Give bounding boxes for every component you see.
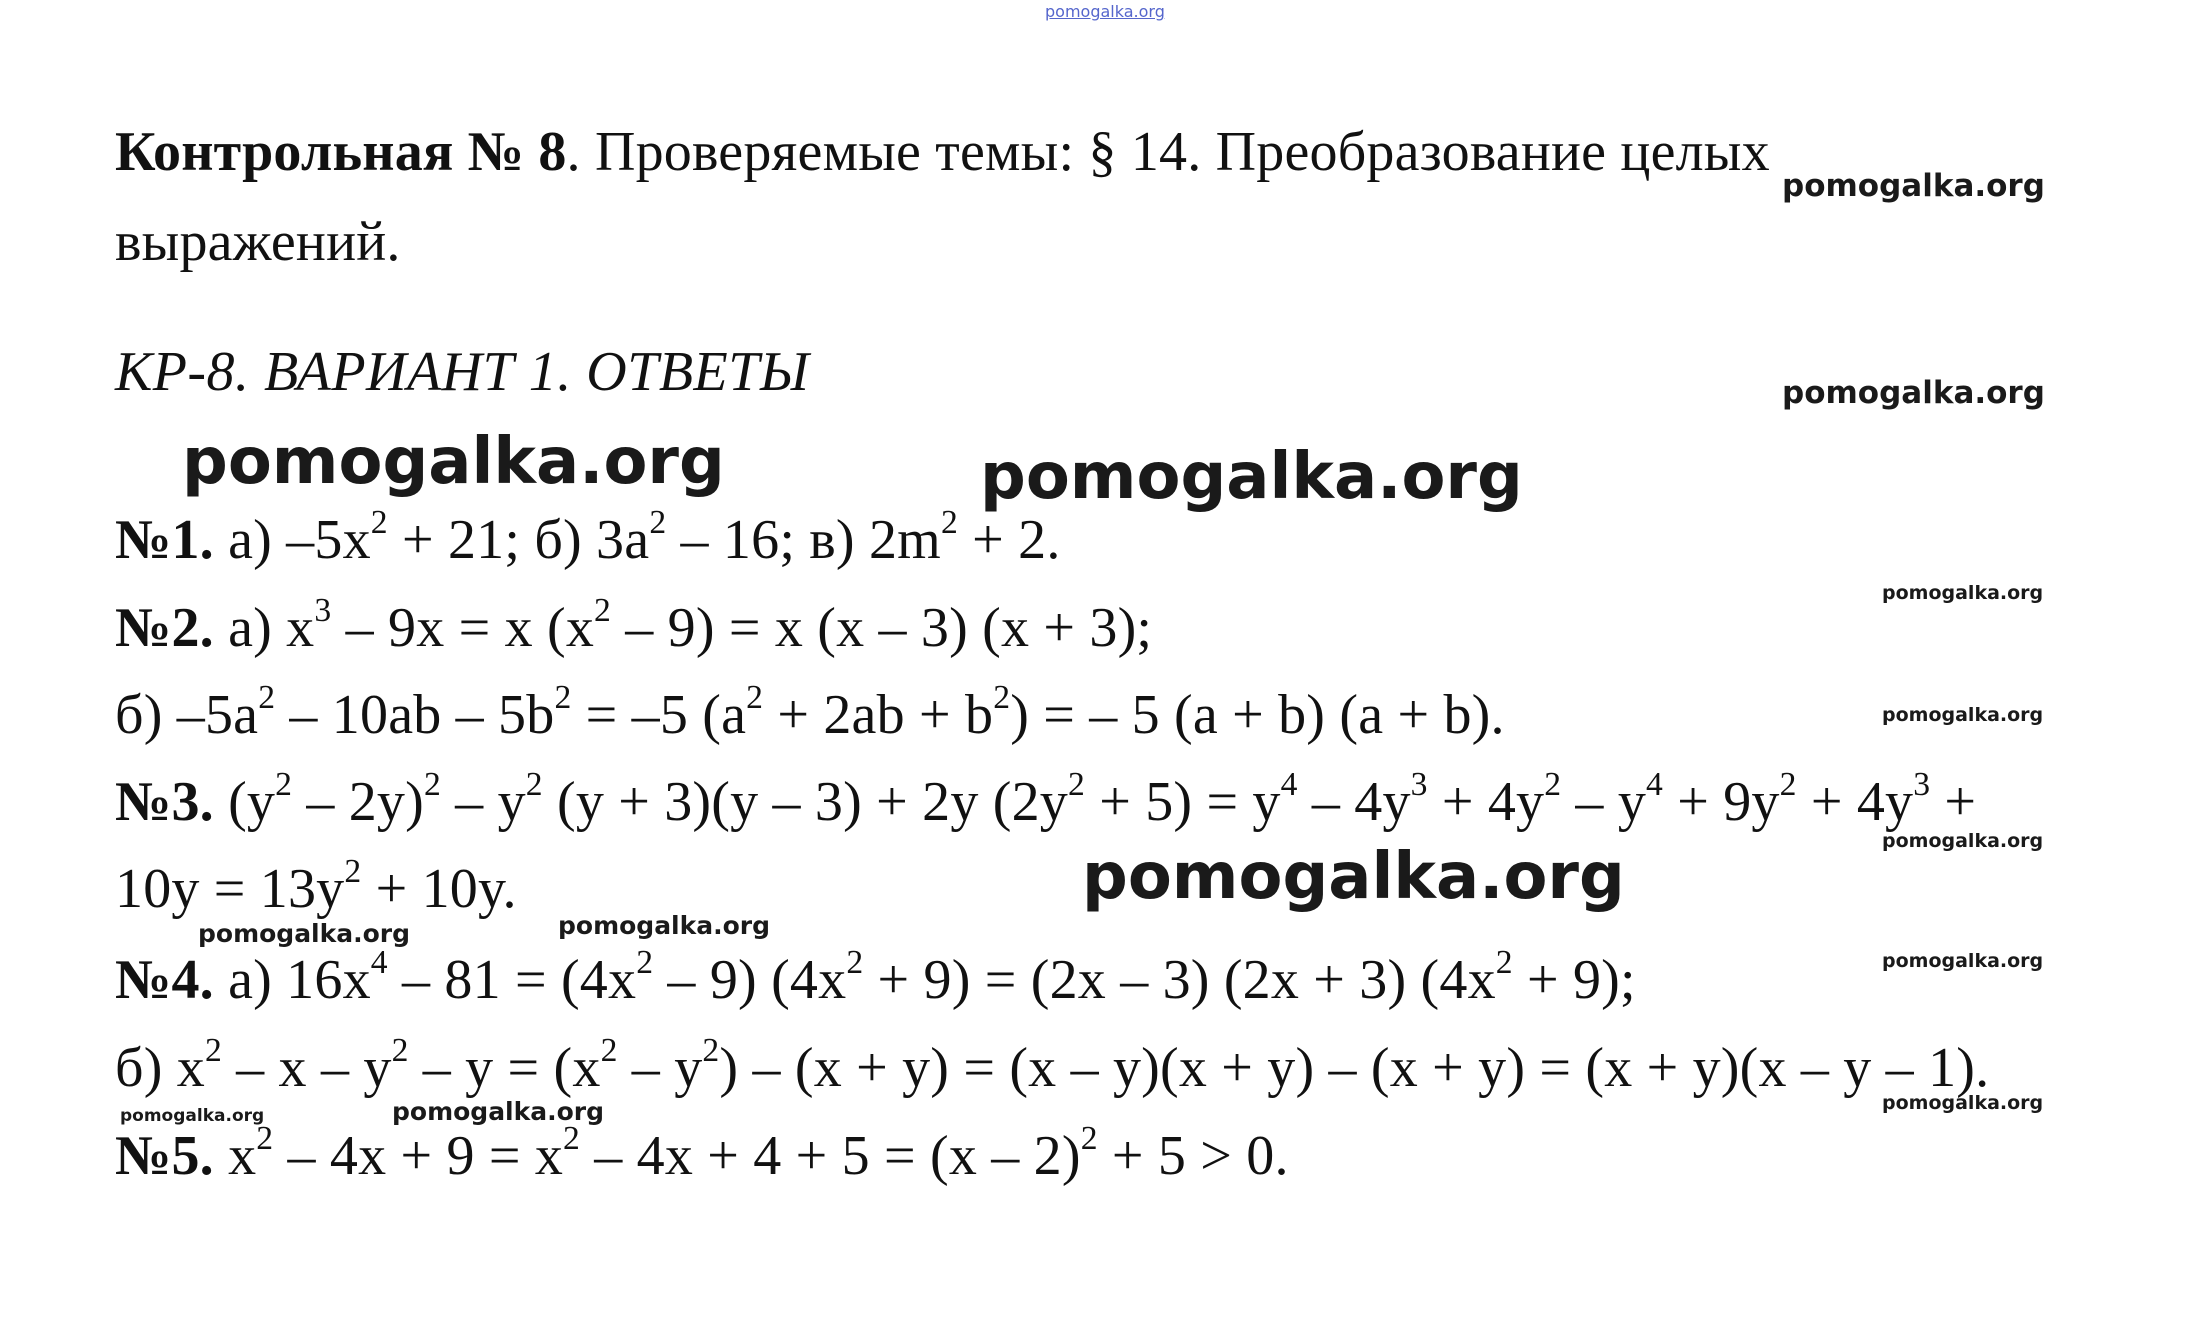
watermark: pomogalka.org <box>1882 1092 2044 1114</box>
watermark: pomogalka.org <box>1882 704 2044 726</box>
title-rest-2: выражений. <box>115 211 401 273</box>
watermark: pomogalka.org <box>1882 830 2044 852</box>
answer-text: – 9) (4x <box>653 949 847 1011</box>
exponent: 2 <box>1080 1120 1098 1158</box>
exponent: 2 <box>554 679 572 717</box>
exponent: 2 <box>1779 766 1797 804</box>
watermark: pomogalka.org <box>1782 375 2045 411</box>
variant-subtitle: КР-8. ВАРИАНТ 1. ОТВЕТЫ <box>115 341 810 403</box>
answer-4a <box>115 944 1636 1012</box>
document-title <box>115 120 1770 184</box>
exponent: 2 <box>702 1032 720 1070</box>
answer-text: – 16; в) 2m <box>666 509 941 571</box>
answer-3-cont <box>115 853 517 921</box>
watermark: pomogalka.org <box>392 1097 605 1126</box>
document-title-cont <box>115 210 401 274</box>
exponent: 2 <box>1068 766 1086 804</box>
answer-text: – y <box>440 771 526 833</box>
watermark: pomogalka.org <box>1082 840 1625 914</box>
answer-5 <box>115 1120 1289 1188</box>
exponent: 2 <box>391 1032 409 1070</box>
watermark: pomogalka.org <box>1882 950 2044 972</box>
answer-text: – 4y <box>1297 771 1411 833</box>
answer-text: – x – y <box>221 1037 392 1099</box>
title-bold: Контрольная № 8 <box>115 121 567 183</box>
watermark: pomogalka.org <box>1782 168 2045 204</box>
answer-text: ) = – 5 (a + b) (a + b). <box>1010 684 1505 746</box>
exponent: 3 <box>1913 766 1931 804</box>
exponent: 2 <box>563 1120 581 1158</box>
answer-3 <box>115 766 1977 834</box>
answer-text: (y <box>213 771 276 833</box>
answer-text: x <box>213 1125 257 1187</box>
watermark: pomogalka.org <box>120 1106 265 1126</box>
answer-text: б) –5a <box>115 684 259 746</box>
answer-text: – y <box>1561 771 1647 833</box>
answer-1 <box>115 504 1061 572</box>
watermark: pomogalka.org <box>1882 582 2044 604</box>
exponent: 4 <box>1280 766 1298 804</box>
watermark: pomogalka.org <box>980 440 1523 514</box>
exponent: 2 <box>423 766 441 804</box>
answer-text: а) 16x <box>213 949 371 1011</box>
exponent: 2 <box>344 853 362 891</box>
answer-text: + 9y <box>1663 771 1780 833</box>
exponent: 2 <box>993 679 1011 717</box>
exponent: 2 <box>525 766 543 804</box>
title-rest: . Проверяемые темы: § 14. Преобразование целых <box>566 121 1770 183</box>
answer-text: + 10y. <box>361 858 517 920</box>
answer-text: + 5 > 0. <box>1097 1125 1289 1187</box>
answer-text: – 4x + 4 + 5 = (x – 2) <box>580 1125 1081 1187</box>
answer-text: = –5 (a <box>571 684 747 746</box>
exponent: 2 <box>594 592 612 630</box>
exponent: 2 <box>649 504 667 542</box>
answer-label: №4. <box>115 949 214 1011</box>
exponent: 2 <box>204 1032 222 1070</box>
answer-label: №1. <box>115 509 214 571</box>
exponent: 3 <box>1410 766 1428 804</box>
exponent: 2 <box>256 1120 274 1158</box>
header-link[interactable]: pomogalka.org <box>1045 2 1165 21</box>
watermark: pomogalka.org <box>558 911 771 940</box>
answer-text: + 9); <box>1512 949 1636 1011</box>
answer-text: + 4y <box>1427 771 1545 833</box>
answer-text: а) –5x <box>213 509 371 571</box>
exponent: 2 <box>940 504 958 542</box>
answer-4b <box>115 1032 1990 1100</box>
answer-text: + 9) = (2x – 3) (2x + 3) (4x <box>863 949 1496 1011</box>
answer-label: №5. <box>115 1125 214 1187</box>
answer-text: (y + 3)(y – 3) + 2y (2y <box>542 771 1069 833</box>
exponent: 2 <box>370 504 388 542</box>
answer-text: – y = (x <box>408 1037 601 1099</box>
answer-text: – 10ab – 5b <box>275 684 555 746</box>
exponent: 2 <box>636 944 654 982</box>
watermark: pomogalka.org <box>182 425 725 499</box>
answer-text: + 4y <box>1796 771 1914 833</box>
answer-text: + 21; б) 3a <box>387 509 650 571</box>
exponent: 2 <box>275 766 293 804</box>
answer-text: а) x <box>213 597 315 659</box>
exponent: 2 <box>258 679 276 717</box>
answer-text: ) – (x + y) = (x – y)(x + y) – (x + y) = (x + y)(x – y – 1). <box>719 1037 1990 1099</box>
watermark: pomogalka.org <box>198 919 411 948</box>
answer-text: – 9x = x (x <box>331 597 595 659</box>
exponent: 2 <box>1495 944 1513 982</box>
answer-text: + 2. <box>957 509 1061 571</box>
exponent: 2 <box>746 679 764 717</box>
answer-text: + <box>1930 771 1977 833</box>
answer-label: №2. <box>115 597 214 659</box>
answer-text: – 4x + 9 = x <box>273 1125 564 1187</box>
exponent: 4 <box>370 944 388 982</box>
answer-text: б) x <box>115 1037 205 1099</box>
answer-label: №3. <box>115 771 214 833</box>
answer-text: – 81 = (4x <box>387 949 637 1011</box>
answer-text: + 5) = y <box>1085 771 1281 833</box>
exponent: 2 <box>600 1032 618 1070</box>
answer-text: + 2ab + b <box>763 684 994 746</box>
answer-text: – 2y) <box>292 771 424 833</box>
exponent: 2 <box>1544 766 1562 804</box>
answer-2a <box>115 592 1153 660</box>
exponent: 3 <box>314 592 332 630</box>
exponent: 4 <box>1646 766 1664 804</box>
answer-text: – 9) = x (x – 3) (x + 3); <box>611 597 1153 659</box>
answer-text: – y <box>617 1037 703 1099</box>
answer-2b <box>115 679 1505 747</box>
answer-text: 10y = 13y <box>115 858 345 920</box>
exponent: 2 <box>846 944 864 982</box>
